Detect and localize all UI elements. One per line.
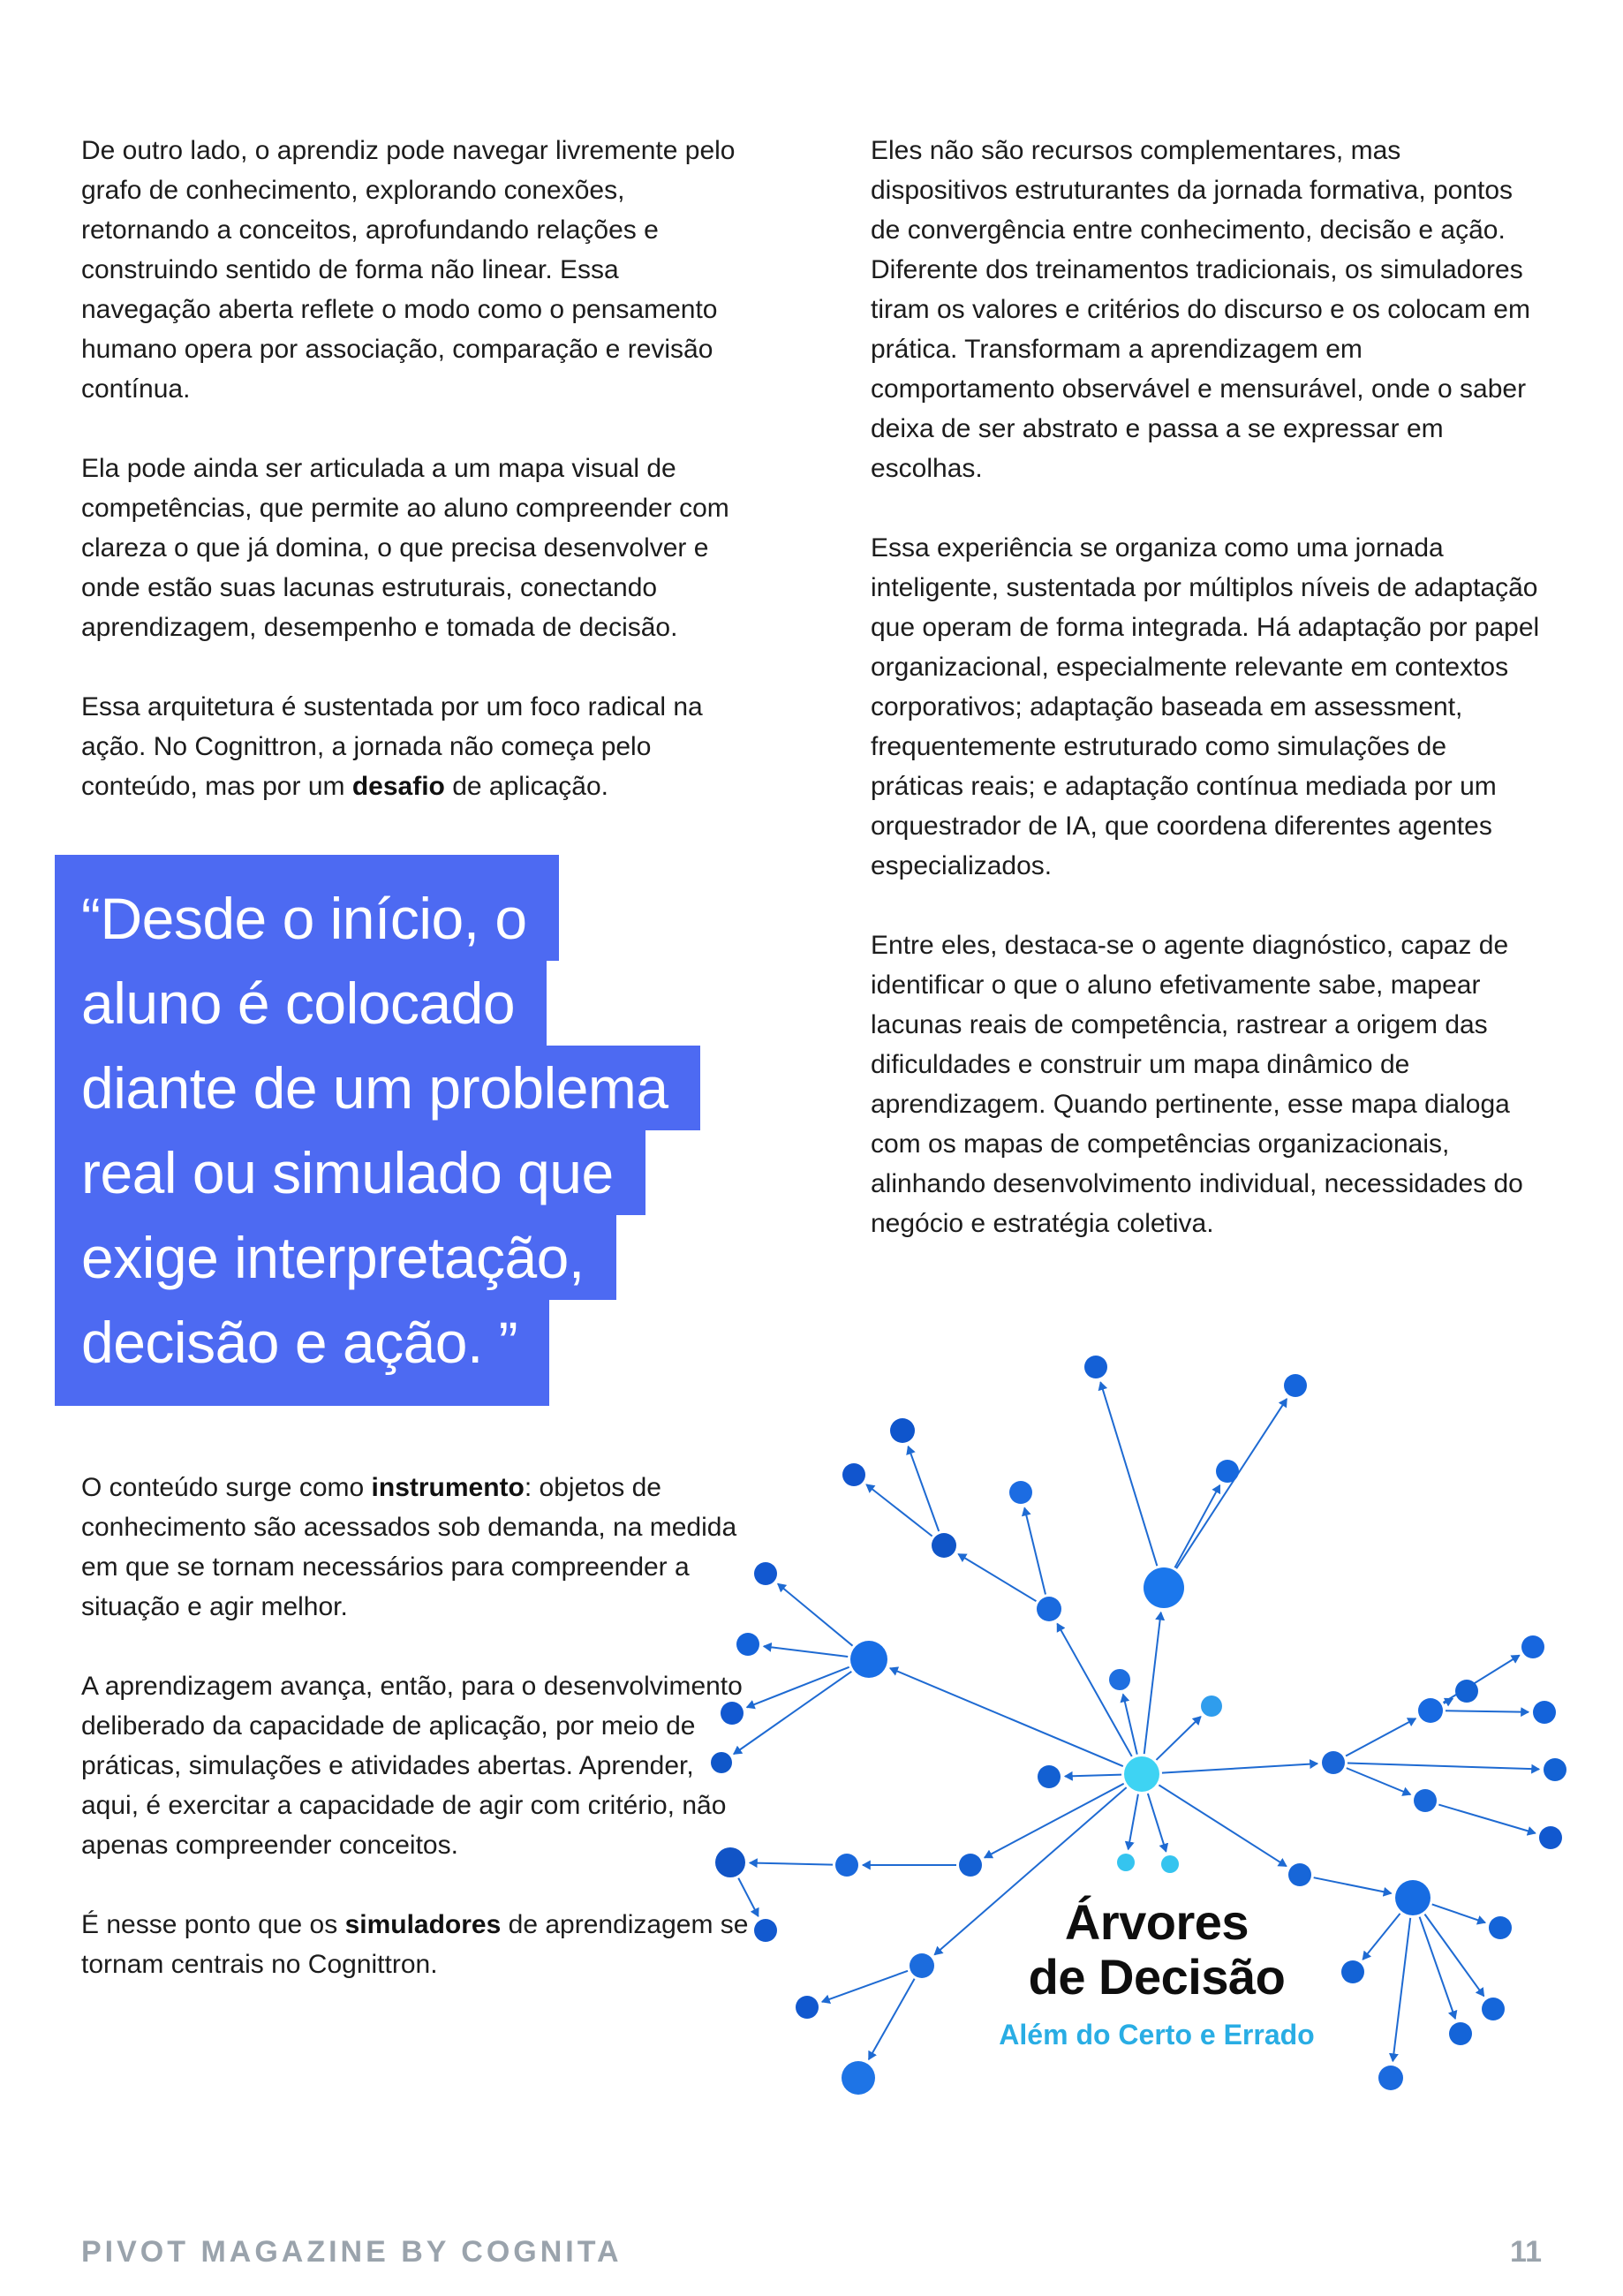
graph-edge xyxy=(869,1979,915,2059)
graph-node xyxy=(1482,1998,1505,2020)
graph-edge xyxy=(734,1672,851,1754)
graph-edge xyxy=(1162,1764,1317,1773)
graph-edge xyxy=(1024,1507,1046,1594)
pull-quote xyxy=(55,855,752,1406)
graph-node xyxy=(1322,1751,1345,1774)
graph-node xyxy=(1144,1567,1184,1608)
pull-quote-line: exige interpretação, xyxy=(55,1215,616,1300)
paragraph: Essa experiência se organiza como uma jornada inteligente, sustentada por múltiplos níveis de adaptação que operam de forma integrada. Há adaptação por papel organizacional, especialmente relevante em contextos corporativos; adaptação baseada em assessment, frequentemente estruturado como simulações de práticas reais; e adaptação contínua mediada por um orquestrador de IA, que coordena diferentes agentes especializados. xyxy=(871,533,1540,880)
graph-node xyxy=(1117,1854,1135,1871)
graph-node xyxy=(736,1633,759,1656)
paragraph xyxy=(81,687,752,806)
graph-node xyxy=(1418,1698,1443,1723)
graph-node xyxy=(842,1463,865,1486)
graph-edge xyxy=(1363,1914,1400,1960)
graph-node xyxy=(715,1847,745,1877)
graph-node xyxy=(1216,1460,1239,1483)
graph-node xyxy=(910,1953,934,1978)
graph-edge xyxy=(1148,1794,1166,1852)
graph-node xyxy=(796,1996,819,2019)
graph-edge xyxy=(1346,1718,1415,1756)
graph-edge xyxy=(822,1971,908,2002)
graph-title-line1: Árvores xyxy=(1064,1894,1249,1950)
page-footer xyxy=(81,2235,1542,2270)
graph-edge xyxy=(1144,1612,1161,1754)
paragraph: Ela pode ainda ser articulada a um mapa visual de competências, que permite ao aluno compreender com clareza o que já domina, o que precisa desenvolver e onde estão suas lacunas estruturais, conectando aprendizagem, desempenho e tomada de decisão. xyxy=(81,454,729,642)
graph-edge xyxy=(750,1863,833,1865)
graph-edge xyxy=(1065,1775,1121,1777)
graph-node xyxy=(1009,1481,1032,1504)
graph-node xyxy=(1414,1789,1437,1812)
graph-caption xyxy=(971,1895,1342,2051)
paragraph: Eles não são recursos complementares, mas dispositivos estruturantes da jornada formativa, pontos de convergência entre conhecimento, decisão e ação. Diferente dos treinamentos tradicionais, os simuladores tiram os valores e critérios do discurso e os colocam em prática. Transformam a aprendizagem em comportamento observável e mensurável, onde o saber deixa de ser abstrato e passa a se expressar em escolhas. xyxy=(871,136,1530,483)
paragraph-text: de aplicação. xyxy=(444,772,608,801)
graph-node xyxy=(754,1919,777,1942)
graph-node xyxy=(890,1418,915,1443)
graph-node xyxy=(1395,1880,1431,1915)
graph-node xyxy=(1161,1855,1179,1873)
paragraph-text: É nesse ponto que os xyxy=(81,1910,345,1939)
graph-node xyxy=(1455,1680,1478,1703)
graph-edge xyxy=(1176,1399,1287,1568)
paragraph-text: de aprendizagem se tornam centrais no Cognittron. xyxy=(81,1910,749,1979)
graph-node xyxy=(1038,1765,1061,1788)
left-column xyxy=(81,131,752,2024)
graph-node xyxy=(1037,1597,1061,1621)
pull-quote-line: “Desde o início, o xyxy=(55,855,559,961)
graph-node xyxy=(835,1854,858,1877)
paragraph: De outro lado, o aprendiz pode navegar livremente pelo grafo de conhecimento, explorando conexões, retornando a conceitos, aprofundando relações e construindo sentido de forma não linear. Essa navegação aberta reflete o modo como o pensamento humano opera por associação, comparação e revisão contínua. xyxy=(81,136,736,404)
paragraph-text: O conteúdo surge como xyxy=(81,1473,372,1502)
graph-edge xyxy=(1347,1764,1539,1770)
graph-edge xyxy=(908,1446,939,1531)
graph-node xyxy=(959,1854,982,1877)
graph-node xyxy=(711,1752,732,1773)
paragraph xyxy=(81,1905,752,1984)
graph-node xyxy=(721,1702,744,1725)
graph-edge xyxy=(985,1784,1124,1858)
pull-quote-line: decisão e ação. ” xyxy=(55,1300,549,1406)
pull-quote-line: real ou simulado que xyxy=(55,1130,645,1215)
graph-node xyxy=(1084,1356,1107,1378)
graph-edge xyxy=(1443,1655,1519,1703)
graph-node xyxy=(850,1641,887,1678)
page-number: 11 xyxy=(1510,2235,1542,2269)
graph-node xyxy=(1288,1863,1311,1886)
graph-edge xyxy=(890,1668,1123,1766)
pull-quote-line: aluno é colocado xyxy=(55,961,547,1046)
bold-keyword: instrumento xyxy=(371,1473,525,1502)
graph-edge xyxy=(958,1554,1036,1601)
graph-node xyxy=(1378,2066,1403,2090)
graph-edge xyxy=(1159,1785,1286,1866)
graph-node xyxy=(754,1562,777,1585)
paragraph: A aprendizagem avança, então, para o desenvolvimento deliberado da capacidade de aplicação, por meio de práticas, simulações e atividades abertas. Aprender, aqui, é exercitar a capacidade de agir com critério, não apenas compreender conceitos. xyxy=(81,1672,743,1860)
graph-edge xyxy=(1156,1717,1200,1760)
graph-node xyxy=(1449,2022,1472,2045)
graph-edge xyxy=(1314,1877,1392,1893)
graph-node xyxy=(1521,1635,1544,1658)
graph-edge xyxy=(778,1583,853,1645)
graph-edge xyxy=(764,1646,848,1657)
graph-node xyxy=(1544,1758,1566,1781)
graph-edge xyxy=(866,1484,932,1536)
graph-node xyxy=(1489,1916,1512,1939)
paragraph-text: : objetos de conhecimento são acessados sob demanda, na medida em que se tornam necessários para compreender a situação e agir melhor. xyxy=(81,1473,737,1621)
graph-edge xyxy=(1129,1794,1138,1850)
footer-magazine-name: PIVOT MAGAZINE BY COGNITA xyxy=(81,2235,623,2269)
graph-node xyxy=(1539,1826,1562,1849)
graph-node xyxy=(1201,1696,1222,1717)
graph-node xyxy=(1109,1669,1130,1690)
graph-node xyxy=(842,2061,875,2095)
graph-edge xyxy=(1393,1918,1410,2061)
paragraph-text: Essa arquitetura é sustentada por um foco radical na ação. No Cognittron, a jornada não começa pelo conteúdo, mas por um xyxy=(81,692,703,801)
graph-subtitle: Além do Certo e Errado xyxy=(999,2019,1315,2051)
paragraph xyxy=(81,1468,752,1627)
decision-tree-graph xyxy=(706,1341,1607,2144)
graph-edge xyxy=(1347,1768,1411,1794)
graph-edge xyxy=(1174,1485,1219,1567)
graph-edge xyxy=(1432,1904,1485,1922)
paragraph: Entre eles, destaca-se o agente diagnóstico, capaz de identificar o que o aluno efetivamente sabe, mapear lacunas reais de competência, rastrear a origem das dificuldades e construir um mapa dinâmico de aprendizagem. Quando pertinente, esse mapa dialoga com os mapas de competências organizacionais, alinhando desenvolvimento individual, necessidades do negócio e estratégia coletiva. xyxy=(871,931,1523,1238)
graph-edge xyxy=(1100,1382,1157,1566)
graph-node xyxy=(1284,1374,1307,1397)
graph-node xyxy=(932,1533,956,1558)
bold-keyword: simuladores xyxy=(344,1910,502,1939)
graph-edge xyxy=(747,1667,849,1708)
graph-title-line2: de Decisão xyxy=(1028,1949,1286,2005)
pull-quote-line: diante de um problema xyxy=(55,1046,700,1130)
graph-node xyxy=(1341,1960,1364,1983)
graph-edge xyxy=(738,1878,758,1916)
graph-node xyxy=(1533,1701,1556,1724)
graph-node xyxy=(1124,1756,1159,1792)
bold-keyword: desafio xyxy=(351,772,445,801)
graph-edge xyxy=(1438,1805,1535,1833)
